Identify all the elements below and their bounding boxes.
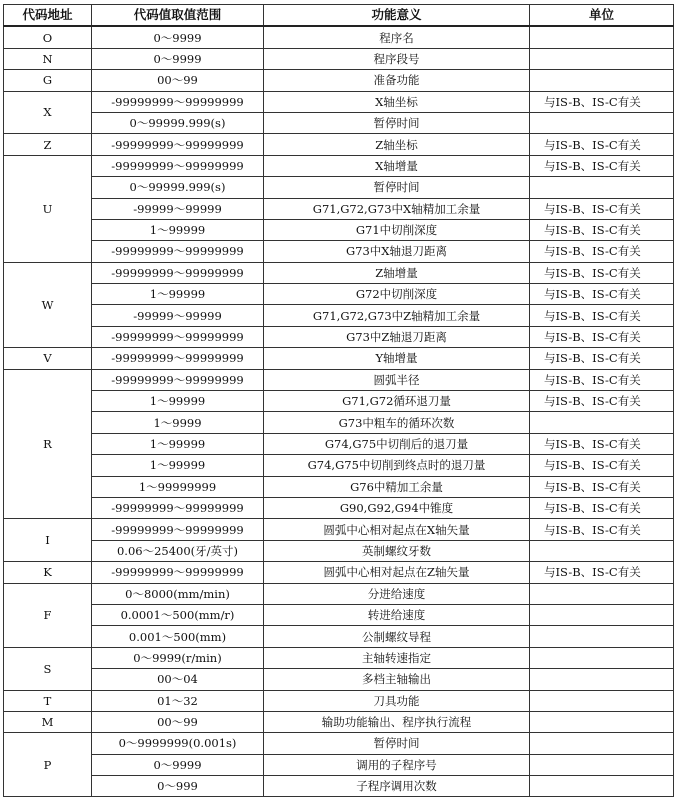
table-row [4,134,674,155]
value-range-cell: -99999999～99999999 [92,241,264,262]
table-row [4,26,674,48]
unit-cell [530,626,674,647]
unit-cell: 与IS-B、IS-C有关 [530,433,674,454]
value-range-cell: 1～99999999 [92,476,264,497]
code-address-cell: X [4,91,92,134]
table-row [4,711,674,732]
function-meaning-cell: 多档主轴输出 [264,669,530,690]
table-row [4,733,674,754]
value-range-cell: -99999999～99999999 [92,134,264,155]
code-address-cell: S [4,647,92,690]
function-meaning-cell: 暂停时间 [264,733,530,754]
value-range-cell: 0～9999 [92,754,264,775]
value-range-cell: 1～99999 [92,284,264,305]
function-meaning-cell: 程序名 [264,26,530,48]
table-row [4,647,674,668]
value-range-cell: -99999999～99999999 [92,519,264,540]
value-range-cell: 00～04 [92,669,264,690]
table-row [4,48,674,69]
function-meaning-cell: 转进给速度 [264,604,530,625]
value-range-cell: -99999999～99999999 [92,262,264,283]
function-meaning-cell: 圆弧中心相对起点在X轴矢量 [264,519,530,540]
table-row [4,70,674,91]
code-address-cell: F [4,583,92,647]
function-meaning-cell: G73中粗车的循环次数 [264,412,530,433]
value-range-cell: -99999999～99999999 [92,91,264,112]
table-row [4,155,674,176]
unit-cell: 与IS-B、IS-C有关 [530,391,674,412]
code-address-cell: G [4,70,92,91]
header-unit: 单位 [530,5,674,27]
header-function-meaning: 功能意义 [264,5,530,27]
unit-cell [530,70,674,91]
table-row [4,112,674,133]
function-meaning-cell: 主轴转速指定 [264,647,530,668]
value-range-cell: -99999～99999 [92,198,264,219]
unit-cell: 与IS-B、IS-C有关 [530,519,674,540]
table-body [4,26,674,797]
value-range-cell: 00～99 [92,70,264,91]
unit-cell: 与IS-B、IS-C有关 [530,155,674,176]
function-meaning-cell: X轴增量 [264,155,530,176]
table-row [4,284,674,305]
value-range-cell: 0～99999.999(s) [92,177,264,198]
table-row [4,455,674,476]
value-range-cell: -99999999～99999999 [92,326,264,347]
unit-cell: 与IS-B、IS-C有关 [530,455,674,476]
header-value-range: 代码值取值范围 [92,5,264,27]
table-row [4,626,674,647]
unit-cell: 与IS-B、IS-C有关 [530,241,674,262]
value-range-cell: 1～99999 [92,433,264,454]
unit-cell: 与IS-B、IS-C有关 [530,476,674,497]
table-row [4,412,674,433]
table-row [4,476,674,497]
table-row [4,604,674,625]
value-range-cell: 1～9999 [92,412,264,433]
function-meaning-cell: 准备功能 [264,70,530,91]
function-meaning-cell: G72中切削深度 [264,284,530,305]
function-meaning-cell: 暂停时间 [264,112,530,133]
header-code-address: 代码地址 [4,5,92,27]
function-meaning-cell: 调用的子程序号 [264,754,530,775]
table-row [4,776,674,797]
table-row [4,241,674,262]
nc-code-address-table [3,4,674,797]
unit-cell [530,754,674,775]
value-range-cell: -99999999～99999999 [92,348,264,369]
table-row [4,433,674,454]
unit-cell [530,776,674,797]
function-meaning-cell: G71,G72循环退刀量 [264,391,530,412]
unit-cell: 与IS-B、IS-C有关 [530,326,674,347]
code-address-cell: Z [4,134,92,155]
unit-cell: 与IS-B、IS-C有关 [530,562,674,583]
code-address-cell: V [4,348,92,369]
function-meaning-cell: G71中切削深度 [264,219,530,240]
function-meaning-cell: 暂停时间 [264,177,530,198]
code-table-container [3,4,674,797]
function-meaning-cell: 公制螺纹导程 [264,626,530,647]
table-row [4,369,674,390]
function-meaning-cell: 英制螺纹牙数 [264,540,530,561]
table-row [4,540,674,561]
value-range-cell: 0～9999 [92,26,264,48]
function-meaning-cell: Z轴坐标 [264,134,530,155]
table-row [4,348,674,369]
function-meaning-cell: 分进给速度 [264,583,530,604]
function-meaning-cell: G74,G75中切削到终点时的退刀量 [264,455,530,476]
function-meaning-cell: 输助功能输出、程序执行流程 [264,711,530,732]
unit-cell: 与IS-B、IS-C有关 [530,198,674,219]
table-row [4,754,674,775]
function-meaning-cell: G71,G72,G73中X轴精加工余量 [264,198,530,219]
table-row [4,262,674,283]
value-range-cell: 1～99999 [92,455,264,476]
unit-cell [530,112,674,133]
table-row [4,690,674,711]
value-range-cell: 0～8000(mm/min) [92,583,264,604]
code-address-cell: I [4,519,92,562]
unit-cell [530,26,674,48]
unit-cell [530,647,674,668]
unit-cell [530,177,674,198]
function-meaning-cell: Y轴增量 [264,348,530,369]
function-meaning-cell: 刀具功能 [264,690,530,711]
function-meaning-cell: 子程序调用次数 [264,776,530,797]
unit-cell [530,540,674,561]
table-row [4,177,674,198]
table-row [4,497,674,518]
unit-cell: 与IS-B、IS-C有关 [530,219,674,240]
unit-cell: 与IS-B、IS-C有关 [530,369,674,390]
unit-cell: 与IS-B、IS-C有关 [530,348,674,369]
code-address-cell: R [4,369,92,519]
unit-cell [530,669,674,690]
function-meaning-cell: G76中精加工余量 [264,476,530,497]
value-range-cell: 0～9999(r/min) [92,647,264,668]
value-range-cell: 00～99 [92,711,264,732]
code-address-cell: M [4,711,92,732]
code-address-cell: K [4,562,92,583]
table-row [4,391,674,412]
code-address-cell: U [4,155,92,262]
function-meaning-cell: G73中X轴退刀距离 [264,241,530,262]
function-meaning-cell: G90,G92,G94中锥度 [264,497,530,518]
value-range-cell: 0.06～25400(牙/英寸) [92,540,264,561]
value-range-cell: 1～99999 [92,391,264,412]
function-meaning-cell: Z轴增量 [264,262,530,283]
unit-cell: 与IS-B、IS-C有关 [530,497,674,518]
table-row [4,583,674,604]
unit-cell: 与IS-B、IS-C有关 [530,305,674,326]
function-meaning-cell: G74,G75中切削后的退刀量 [264,433,530,454]
unit-cell: 与IS-B、IS-C有关 [530,91,674,112]
value-range-cell: 0～999 [92,776,264,797]
value-range-cell: 1～99999 [92,219,264,240]
value-range-cell: 01～32 [92,690,264,711]
code-address-cell: P [4,733,92,797]
value-range-cell: 0.001～500(mm) [92,626,264,647]
unit-cell [530,733,674,754]
function-meaning-cell: 圆弧中心相对起点在Z轴矢量 [264,562,530,583]
function-meaning-cell: 圆弧半径 [264,369,530,390]
function-meaning-cell: G73中Z轴退刀距离 [264,326,530,347]
value-range-cell: -99999999～99999999 [92,155,264,176]
value-range-cell: -99999999～99999999 [92,497,264,518]
unit-cell [530,690,674,711]
unit-cell [530,604,674,625]
unit-cell [530,412,674,433]
function-meaning-cell: 程序段号 [264,48,530,69]
unit-cell [530,48,674,69]
code-address-cell: T [4,690,92,711]
table-row [4,91,674,112]
function-meaning-cell: X轴坐标 [264,91,530,112]
value-range-cell: 0～9999999(0.001s) [92,733,264,754]
code-address-cell: O [4,26,92,48]
value-range-cell: 0.0001～500(mm/r) [92,604,264,625]
code-address-cell: N [4,48,92,69]
value-range-cell: 0～9999 [92,48,264,69]
table-row [4,519,674,540]
table-row [4,326,674,347]
table-row [4,305,674,326]
table-row [4,562,674,583]
table-row [4,219,674,240]
unit-cell: 与IS-B、IS-C有关 [530,134,674,155]
table-header-row [4,5,674,27]
unit-cell [530,583,674,604]
function-meaning-cell: G71,G72,G73中Z轴精加工余量 [264,305,530,326]
unit-cell [530,711,674,732]
unit-cell: 与IS-B、IS-C有关 [530,262,674,283]
code-address-cell: W [4,262,92,348]
value-range-cell: 0～99999.999(s) [92,112,264,133]
value-range-cell: -99999999～99999999 [92,369,264,390]
table-row [4,669,674,690]
unit-cell: 与IS-B、IS-C有关 [530,284,674,305]
table-row [4,198,674,219]
value-range-cell: -99999999～99999999 [92,562,264,583]
value-range-cell: -99999～99999 [92,305,264,326]
